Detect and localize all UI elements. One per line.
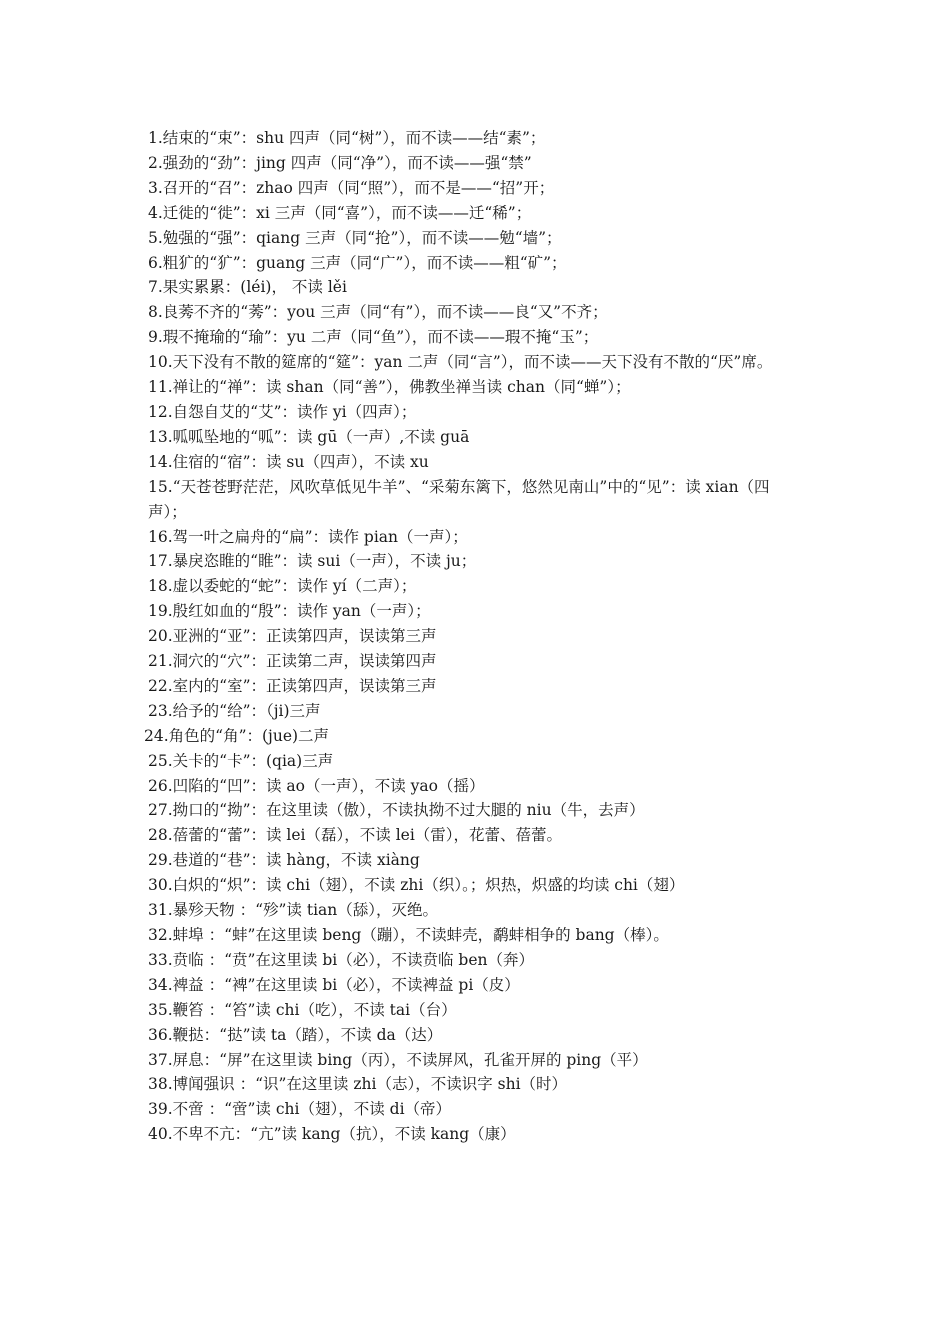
list-item: 22.室内的“室”：正读第四声，误读第三声 xyxy=(148,676,437,695)
list-item: 28.蓓蕾的“蕾”：读 lei（磊），不读 lei（雷），花蕾、蓓蕾。 xyxy=(148,826,563,845)
list-item: 15.“天苍苍野茫茫，风吹草低见牛羊”、“采菊东篱下，悠然见南山”中的“见”：读 xian（四声）； xyxy=(148,477,770,521)
list-item: 33.贲临 ：“贲”在这里读 bi（必），不读贲临 ben（奔） xyxy=(148,950,534,969)
list-item: 34.裨益 ：“裨”在这里读 bi（必），不读裨益 pi（皮） xyxy=(148,975,520,994)
list-item: 26.凹陷的“凹”：读 ao（一声），不读 yao（摇） xyxy=(148,776,485,795)
list-item: 31.暴殄天物 ：“殄”读 tian（舔），灭绝。 xyxy=(148,901,439,920)
list-item: 7.果实累累：(léi)， 不读 lěi xyxy=(148,278,347,297)
list-item: 29.巷道的“巷”：读 hàng，不读 xiàng xyxy=(148,851,420,870)
list-item: 1.结束的“束”：shu 四声（同“树”），而不读——结“素”； xyxy=(148,129,546,147)
list-item: 35.鞭笞 ：“笞”读 chi（吃），不读 tai（台） xyxy=(148,1000,457,1019)
list-item: 5.勉强的“强”：qiang 三声（同“抢”），而不读——勉“墙”； xyxy=(148,228,562,247)
list-item: 25.关卡的“卡”：(qia)三声 xyxy=(148,751,334,770)
list-item: 12.自怨自艾的“艾”：读作 yi（四声）； xyxy=(148,402,417,421)
list-item: 38.博闻强识 ：“识”在这里读 zhi（志），不读识字 shi（时） xyxy=(148,1075,568,1094)
list-item: 40.不卑不亢：“亢”读 kang（抗），不读 kang（康） xyxy=(148,1125,516,1144)
list-item: 20.亚洲的“亚”：正读第四声，误读第三声 xyxy=(148,627,437,646)
list-item: 9.瑕不掩瑜的“瑜”：yu 二声（同“鱼”），而不读——瑕不掩“玉”； xyxy=(148,328,599,347)
list-item: 27.拗口的“拗”：在这里读（傲），不读执拗不过大腿的 niu（牛，去声） xyxy=(148,801,645,820)
list-item: 13.呱呱坠地的“呱”：读 gū（一声）,不读 guā xyxy=(148,427,470,446)
list-item: 32.蚌埠 ：“蚌”在这里读 beng（蹦），不读蚌壳，鹬蚌相争的 bang（棒）。 xyxy=(148,926,669,944)
list-item: 21.洞穴的“穴”：正读第二声，误读第四声 xyxy=(148,652,437,671)
list-item: 19.殷红如血的“殷”：读作 yan（一声）； xyxy=(148,602,431,621)
list-item: 4.迁徙的“徙”：xi 三声（同“喜”），而不读——迁“稀”； xyxy=(148,203,532,222)
list-item: 30.白炽的“炽”：读 chi（翅），不读 zhi（织）。；炽热，炽盛的均读 chi（翅） xyxy=(148,876,685,895)
list-item: 11.禅让的“禅”：读 shan（同“善”），佛教坐禅当读 chan（同“蝉”）； xyxy=(148,378,631,397)
list-item: 8.良莠不齐的“莠”：you 三声（同“有”），而不读——良“又”不齐； xyxy=(148,303,608,322)
list-item: 6.粗犷的“犷”：guang 三声（同“广”），而不读——粗“矿”； xyxy=(148,253,567,272)
list-item: 10.天下没有不散的筵席的“筵”：yan 二声（同“言”），而不读——天下没有不散的“厌”席。 xyxy=(148,353,773,372)
list-item: 2.强劲的“劲”：jing 四声（同“净”），而不读——强“禁” xyxy=(148,153,532,172)
list-item: 23.给予的“给”：（ji)三声 xyxy=(148,701,321,720)
list-item: 37.屏息：“屏”在这里读 bing（丙），不读屏风，孔雀开屏的 ping（平） xyxy=(148,1050,648,1069)
list-item: 3.召开的“召”：zhao 四声（同“照”），而不是——“招”开； xyxy=(148,178,555,197)
list-item: 39.不啻 ：“啻”读 chi（翅），不读 di（帝） xyxy=(148,1100,452,1119)
list-item: 14.住宿的“宿”：读 su（四声），不读 xu xyxy=(148,452,429,471)
list-item: 17.暴戾恣睢的“睢”：读 sui（一声），不读 ju； xyxy=(148,552,477,571)
list-item: 24.角色的“角”：(jue)二声 xyxy=(144,726,330,745)
pronunciation-list xyxy=(144,126,808,1147)
list-item: 16.驾一叶之扁舟的“扁”：读作 pian（一声）； xyxy=(148,527,468,546)
list-item: 36.鞭挞：“挞”读 ta（踏），不读 da（达） xyxy=(148,1025,443,1044)
list-item: 18.虚以委蛇的“蛇”：读作 yí（二声）； xyxy=(148,577,417,596)
